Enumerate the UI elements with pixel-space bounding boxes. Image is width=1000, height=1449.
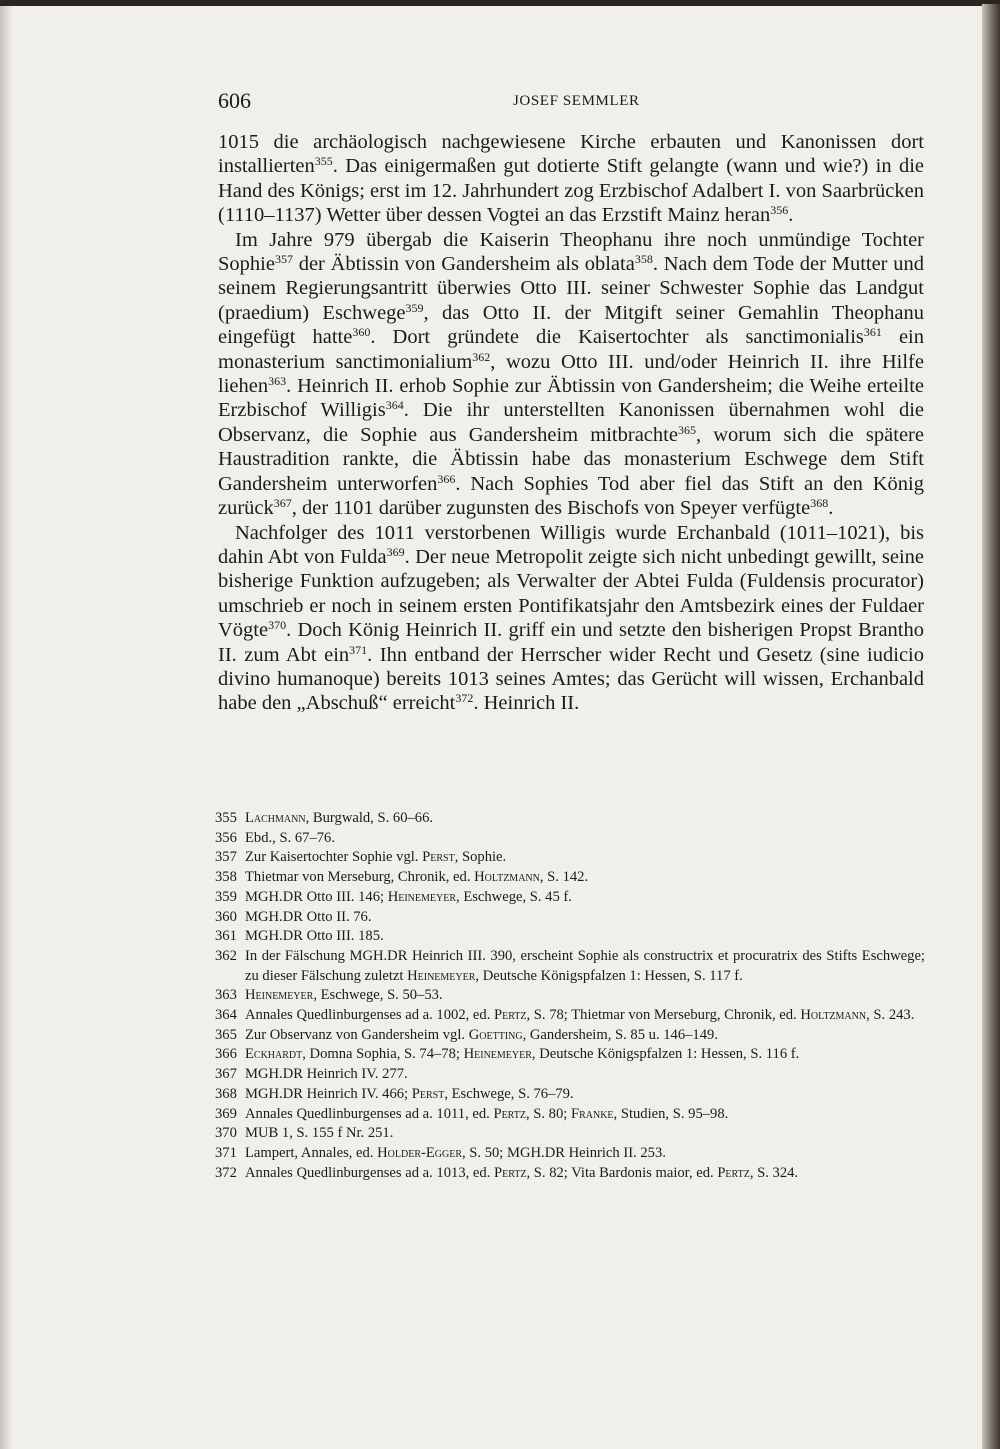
- footnote-number: 363: [215, 987, 237, 1004]
- footnote-text: [245, 888, 925, 908]
- footnote-run: , Domna Sophia, S. 74–78;: [302, 1046, 464, 1063]
- footnote-text: [245, 947, 925, 986]
- footnote-ref: 363: [268, 374, 287, 389]
- footnote-ref: 361: [863, 325, 882, 340]
- footnote-ref: 371: [349, 642, 368, 657]
- footnote-number: 372: [215, 1164, 237, 1181]
- author-name: Pertz: [493, 1164, 527, 1181]
- text-run: der Äbtissin von Gandersheim als oblata: [292, 253, 635, 276]
- author-name: Perst: [411, 1085, 445, 1102]
- paragraph: [218, 521, 924, 716]
- footnote-text: [245, 809, 925, 829]
- footnote-run: , Burgwald, S. 60–66.: [305, 810, 434, 826]
- text-run: ein monasterium sanctimonialium: [218, 326, 924, 373]
- footnote: [215, 908, 925, 928]
- author-name: Eckhardt: [245, 1046, 303, 1063]
- footnote-text: [245, 1124, 925, 1144]
- footnote-run: MUB 1, S. 155 f Nr. 251.: [245, 1125, 394, 1142]
- footnote-text: [245, 1164, 925, 1184]
- footnote-run: , Deutsche Königspfalzen 1: Hessen, S. 116 f.: [531, 1046, 800, 1063]
- footnote-text: [245, 1026, 925, 1046]
- footnote-text: [245, 1105, 925, 1125]
- text-run: . Die ihr unterstellten Kanonissen übernahmen wohl die Observanz, die Sophie aus Gandersheim mitbrachte: [218, 399, 924, 446]
- footnote-run: MGH.DR Otto II. 76.: [245, 908, 372, 925]
- author-name: Lachmann: [245, 810, 306, 826]
- text-run: . Dort gründete die Kaisertochter als sanctimonialis: [370, 326, 864, 349]
- text-run: , wozu Otto III. und/oder Heinrich II. ihre Hilfe liehen: [218, 350, 924, 398]
- footnote: [215, 1006, 925, 1026]
- text-run: . Nach dem Tode der Mutter und seinem Regierungsantritt überwies Otto III. seiner Schwester Sophie das Landgut (praedium) Eschwege: [218, 253, 925, 324]
- footnote-ref: 368: [810, 496, 829, 511]
- text-run: Im Jahre 979 übergab die Kaiserin Theophanu ihre noch unmündige Tochter Sophie: [218, 228, 924, 276]
- footnote-run: , S. 243.: [866, 1007, 915, 1024]
- footnote-text: [245, 848, 925, 868]
- footnote: [215, 848, 925, 868]
- footnote-run: , Studien, S. 95–98.: [613, 1105, 729, 1122]
- footnote-number: 369: [215, 1105, 237, 1122]
- footnote-number: 364: [215, 1007, 237, 1024]
- footnote-ref: 364: [385, 398, 404, 413]
- footnote-run: , S. 142.: [539, 869, 589, 886]
- page-gutter-shadow: [0, 6, 12, 1449]
- author-name: Holtzmann: [800, 1007, 867, 1024]
- footnote-run: , S. 80;: [525, 1105, 571, 1122]
- footnote-run: , S. 50; MGH.DR Heinrich II. 253.: [462, 1144, 666, 1161]
- footnote-text: [245, 1085, 925, 1105]
- footnote-run: , S. 82; Vita Bardonis maior, ed.: [526, 1164, 718, 1181]
- footnote-number: 371: [215, 1144, 237, 1161]
- footnote-ref: 365: [677, 422, 696, 437]
- page-number: 606: [218, 88, 251, 113]
- footnote-number: 356: [215, 829, 237, 846]
- author-name: Heinemeyer: [387, 888, 457, 905]
- text-run: . Nach Sophies Tod aber fiel das Stift an den König zurück: [218, 472, 924, 520]
- footnote-number: 362: [215, 947, 237, 964]
- footnote-text: [245, 868, 925, 888]
- footnote: [215, 1124, 925, 1144]
- footnote-run: Annales Quedlinburgenses ad a. 1011, ed.: [245, 1105, 494, 1122]
- footnote-text: [245, 829, 925, 849]
- footnote-number: 367: [215, 1066, 237, 1083]
- footnote-text: [245, 1045, 925, 1065]
- footnote-run: , S. 324.: [749, 1164, 799, 1181]
- text-run: 1015 die archäologisch nachgewiesene Kirche erbauten und Kanonissen dort installierten: [218, 131, 924, 178]
- footnote-ref: 358: [634, 252, 653, 267]
- footnote-text: [245, 927, 925, 947]
- footnote: [215, 947, 925, 986]
- footnote-ref: 372: [455, 691, 474, 706]
- footnote-run: , Sophie.: [454, 849, 507, 866]
- footnote: [215, 809, 925, 829]
- author-name: Goetting: [468, 1026, 523, 1043]
- footnotes: [215, 809, 925, 1183]
- footnote-text: [245, 908, 925, 928]
- footnote: [215, 927, 925, 947]
- footnote: [215, 986, 925, 1006]
- text-run: . Doch König Heinrich II. griff ein und setzte den bisherigen Propst Brantho II. zum Abt ein: [218, 619, 924, 666]
- text-run: Nachfolger des 1011 verstorbenen Willigis wurde Erchanbald (1011–1021), bis dahin Abt von Fulda: [218, 521, 924, 568]
- footnote: [215, 1105, 925, 1125]
- footnote: [215, 868, 925, 888]
- footnote-ref: 360: [352, 325, 371, 340]
- footnote: [215, 1144, 925, 1164]
- footnote-ref: 362: [472, 349, 491, 364]
- footnote-run: MGH.DR Otto III. 146;: [245, 888, 388, 905]
- footnote-run: MGH.DR Otto III. 185.: [245, 928, 384, 945]
- footnote-number: 368: [215, 1085, 237, 1102]
- author-name: Holder-Egger: [377, 1144, 462, 1161]
- footnote-text: [245, 986, 925, 1006]
- author-name: Pertz: [717, 1164, 750, 1181]
- footnote-run: In der Fälschung MGH.DR Heinrich III. 390, erscheint Sophie als constructrix et procuratrix des Stifts Eschwege; zu dieser Fälschung zuletzt: [245, 947, 925, 984]
- text-run: . Das einigermaßen gut dotierte Stift gelangte (wann und wie?) in die Hand des Königs; erst im 12. Jahrhundert zog Erzbischof Adalbert I. von Saarbrücken (1110–1137) Wetter über dessen Vogtei an das Erzstift Mainz heran: [218, 155, 924, 227]
- footnote-ref: 369: [386, 544, 405, 559]
- footnote-ref: 366: [437, 471, 456, 486]
- footnote-number: 370: [215, 1125, 237, 1142]
- footnote-run: Annales Quedlinburgenses ad a. 1002, ed.: [245, 1007, 494, 1024]
- main-text: [218, 130, 924, 716]
- footnote: [215, 1045, 925, 1065]
- author-name: Heinemeyer: [245, 987, 314, 1004]
- footnote-run: , S. 78; Thietmar von Merseburg, Chronik, ed.: [526, 1007, 801, 1024]
- author-name: Heinemeyer: [407, 967, 476, 984]
- author-name: Perst: [422, 849, 455, 866]
- footnote-text: [245, 1144, 925, 1164]
- footnote-ref: 370: [268, 618, 287, 633]
- footnote: [215, 1026, 925, 1046]
- text-run: . Heinrich II. erhob Sophie zur Äbtissin von Gandersheim; die Weihe erteilte Erzbischof Willigis: [218, 375, 924, 422]
- footnote-run: MGH.DR Heinrich IV. 466;: [245, 1085, 412, 1102]
- text-run: , das Otto II. der Mitgift seiner Gemahlin Theophanu eingefügt hatte: [218, 301, 924, 349]
- author-name: Franke: [570, 1105, 614, 1122]
- footnote-number: 361: [215, 928, 237, 945]
- footnote-ref: 356: [770, 203, 789, 218]
- footnote-run: , Deutsche Königspfalzen 1: Hessen, S. 117 f.: [475, 967, 743, 984]
- footnote-number: 355: [215, 810, 237, 826]
- footnote-number: 358: [215, 869, 237, 886]
- footnote-run: Ebd., S. 67–76.: [245, 829, 335, 846]
- text-run: .: [828, 497, 834, 520]
- paragraph: [218, 228, 924, 521]
- author-name: Holtzmann: [474, 869, 540, 886]
- author-name: Pertz: [493, 1007, 527, 1024]
- footnote-number: 366: [215, 1046, 237, 1063]
- footnote-run: Thietmar von Merseburg, Chronik, ed.: [245, 869, 475, 886]
- footnote: [215, 1065, 925, 1085]
- text-run: .: [788, 204, 794, 227]
- footnote-number: 365: [215, 1026, 237, 1043]
- text-run: . Der neue Metropolit zeigte sich nicht unbedingt gewillt, seine bisherige Funktion aufzugeben; als Verwalter der Abtei Fulda (Fuldensis procurator) umschrieb er noch in seinem ersten Pontifikatsjahr den Amtsbezirk eines der Fuldaer Vögte: [218, 545, 924, 642]
- footnote-run: Zur Observanz von Gandersheim vgl.: [245, 1026, 469, 1043]
- footnote-run: Zur Kaisertochter Sophie vgl.: [245, 849, 423, 866]
- footnote-run: Annales Quedlinburgenses ad a. 1013, ed.: [245, 1164, 494, 1181]
- footnote-run: , Eschwege, S. 50–53.: [313, 987, 443, 1004]
- author-name: Heinemeyer: [463, 1046, 532, 1063]
- footnote-text: [245, 1006, 925, 1026]
- footnote-text: [245, 1065, 925, 1085]
- footnote: [215, 1164, 925, 1184]
- page-fore-edge: [982, 4, 1000, 1449]
- footnote-ref: 357: [274, 252, 293, 267]
- text-run: , worum sich die spätere Haustradition rankte, die Äbtissin habe das monasterium Eschwege dem Stift Gandersheim unterworfen: [218, 423, 924, 495]
- footnote-ref: 367: [273, 496, 292, 511]
- text-run: , der 1101 darüber zugunsten des Bischofs von Speyer verfügte: [291, 497, 811, 520]
- footnote-ref: 359: [405, 300, 424, 315]
- footnote-number: 359: [215, 888, 237, 905]
- footnote-run: , Gandersheim, S. 85 u. 146–149.: [522, 1026, 718, 1043]
- text-run: . Ihn entband der Herrscher wider Recht und Gesetz (sine iudicio divino humanoque) bereits 1013 seines Amtes; das Gerücht will wissen, Erchanbald habe den „Abschuß“ erreicht: [218, 643, 924, 715]
- author-name: Pertz: [493, 1105, 526, 1122]
- footnote-run: , Eschwege, S. 45 f.: [456, 888, 572, 905]
- running-header: [218, 88, 924, 116]
- footnote-number: 357: [215, 849, 237, 866]
- footnote-run: , Eschwege, S. 76–79.: [444, 1085, 574, 1102]
- footnote-run: Lampert, Annales, ed.: [245, 1144, 378, 1161]
- footnote: [215, 888, 925, 908]
- text-run: . Heinrich II.: [473, 692, 580, 715]
- footnote-run: MGH.DR Heinrich IV. 277.: [245, 1066, 408, 1083]
- running-head-author: JOSEF SEMMLER: [513, 93, 640, 109]
- paragraph: [218, 130, 924, 228]
- footnote: [215, 829, 925, 849]
- footnote: [215, 1085, 925, 1105]
- footnote-ref: 355: [314, 154, 333, 169]
- footnote-number: 360: [215, 908, 237, 925]
